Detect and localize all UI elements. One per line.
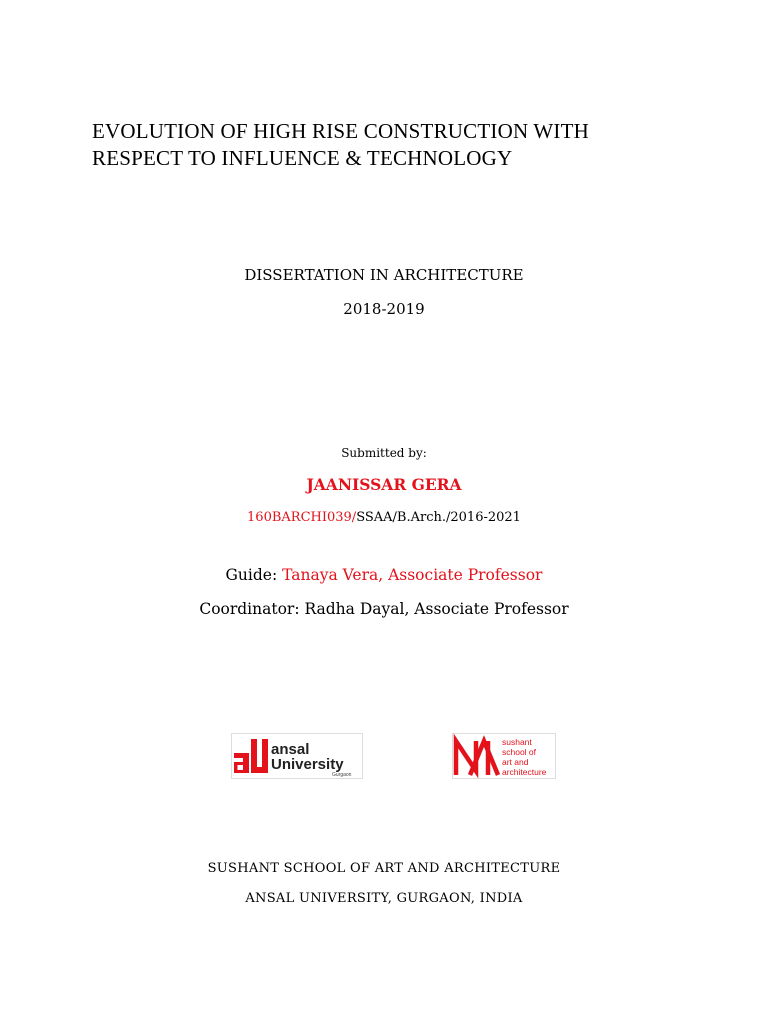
ssaa-logo-line-3: art and: [502, 757, 529, 767]
footer-university: ANSAL UNIVERSITY, GURGAON, INDIA: [245, 891, 523, 906]
title-line-1: EVOLUTION OF HIGH RISE CONSTRUCTION WITH: [92, 119, 589, 143]
roll-number: [0, 510, 768, 525]
guide-name: Tanaya Vera, Associate Professor: [282, 566, 543, 584]
academic-years: 2018-2019: [343, 300, 425, 318]
guide-line: [0, 566, 768, 584]
ssaa-logo: [452, 733, 556, 779]
dissertation-label: DISSERTATION IN ARCHITECTURE: [244, 266, 524, 284]
student-name: JAANISSAR GERA: [306, 475, 462, 494]
ansal-logo-city: Gurgaon: [332, 772, 352, 778]
ansal-logo-word: ansal: [271, 741, 310, 758]
guide-label: Guide:: [225, 566, 283, 584]
ansal-university-logo: [231, 733, 363, 779]
roll-number-code: 160BARCHI039/: [247, 510, 357, 525]
submitted-by-label: Submitted by:: [341, 446, 427, 460]
document-title: [92, 118, 712, 172]
roll-number-program: SSAA/B.Arch./2016-2021: [356, 510, 521, 525]
ssaa-logo-line-4: architecture: [502, 767, 547, 777]
ansal-logo-university: University: [271, 756, 344, 773]
title-line-2: RESPECT TO INFLUENCE & TECHNOLOGY: [92, 146, 513, 170]
ssaa-logo-line-2: school of: [502, 747, 537, 757]
ansal-logo-mark: [231, 733, 363, 779]
ssaa-logo-mark: [452, 733, 556, 779]
ssaa-logo-line-1: sushant: [502, 737, 532, 747]
coordinator-line: Coordinator: Radha Dayal, Associate Professor: [199, 600, 569, 618]
footer-school: SUSHANT SCHOOL OF ART AND ARCHITECTURE: [207, 861, 561, 876]
